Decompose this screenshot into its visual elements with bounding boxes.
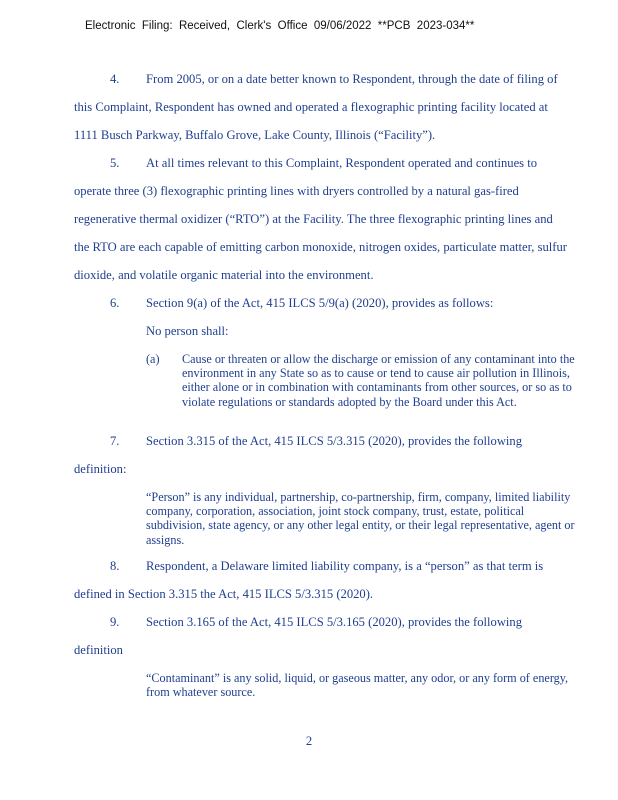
paragraph-number: 5. bbox=[110, 156, 120, 170]
paragraph-text: defined in Section 3.315 the Act, 415 ILCS 5/3.315 (2020). bbox=[74, 587, 374, 601]
paragraph-text: Section 3.315 of the Act, 415 ILCS 5/3.315 (2020), provides the following bbox=[146, 434, 523, 448]
paragraph-number: 6. bbox=[110, 296, 120, 310]
statute-lead-in: No person shall: bbox=[146, 324, 229, 338]
paragraph-number: 4. bbox=[110, 72, 120, 86]
paragraph-number: 8. bbox=[110, 559, 120, 573]
subsection-label: (a) bbox=[146, 352, 160, 366]
block-quote: “Person” is any individual, partnership, co-partnership, firm, company, limited liability company, corporation, association, joint stock company, trust, estate, political subdivision, state agency, or any other legal entity, or their legal representative, agent or assigns. bbox=[146, 490, 575, 547]
paragraph-text: this Complaint, Respondent has owned and operated a flexographic printing facility located at bbox=[74, 100, 548, 114]
paragraph-number: 9. bbox=[110, 615, 120, 629]
paragraph-text: Section 3.165 of the Act, 415 ILCS 5/3.165 (2020), provides the following bbox=[146, 615, 523, 629]
paragraph-text: definition bbox=[74, 643, 123, 657]
paragraph-number: 7. bbox=[110, 434, 120, 448]
paragraph-text: the RTO are each capable of emitting carbon monoxide, nitrogen oxides, particulate matter, sulfur bbox=[74, 240, 567, 254]
paragraph-text: 1111 Busch Parkway, Buffalo Grove, Lake County, Illinois (“Facility”). bbox=[74, 128, 436, 142]
paragraph-text: definition: bbox=[74, 462, 127, 476]
paragraph-text: dioxide, and volatile organic material into the environment. bbox=[74, 268, 374, 282]
paragraph-text: Respondent, a Delaware limited liability company, is a “person” as that term is bbox=[146, 559, 544, 573]
paragraph-text: At all times relevant to this Complaint, Respondent operated and continues to bbox=[146, 156, 538, 170]
paragraph-text: regenerative thermal oxidizer (“RTO”) at the Facility. The three flexographic printing lines and bbox=[74, 212, 553, 226]
paragraph-text: operate three (3) flexographic printing lines with dryers controlled by a natural gas-fired bbox=[74, 184, 519, 198]
paragraph-text: From 2005, or on a date better known to Respondent, through the date of filing of bbox=[146, 72, 558, 86]
page-number: 2 bbox=[305, 734, 313, 748]
subsection-text: Cause or threaten or allow the discharge or emission of any contaminant into the environment in any State so as to cause or tend to cause air pollution in Illinois, either alone or in combination with contaminants from other sources, or so as to violate regulations or standards adopted by the Board under this Act. bbox=[182, 352, 575, 409]
paragraph-text: Section 9(a) of the Act, 415 ILCS 5/9(a) (2020), provides as follows: bbox=[146, 296, 494, 310]
block-quote: “Contaminant” is any solid, liquid, or gaseous matter, any odor, or any form of energy, from whatever source. bbox=[146, 671, 569, 700]
filing-header: Electronic Filing: Received, Clerk's Office 09/06/2022 **PCB 2023-034** bbox=[85, 20, 475, 32]
